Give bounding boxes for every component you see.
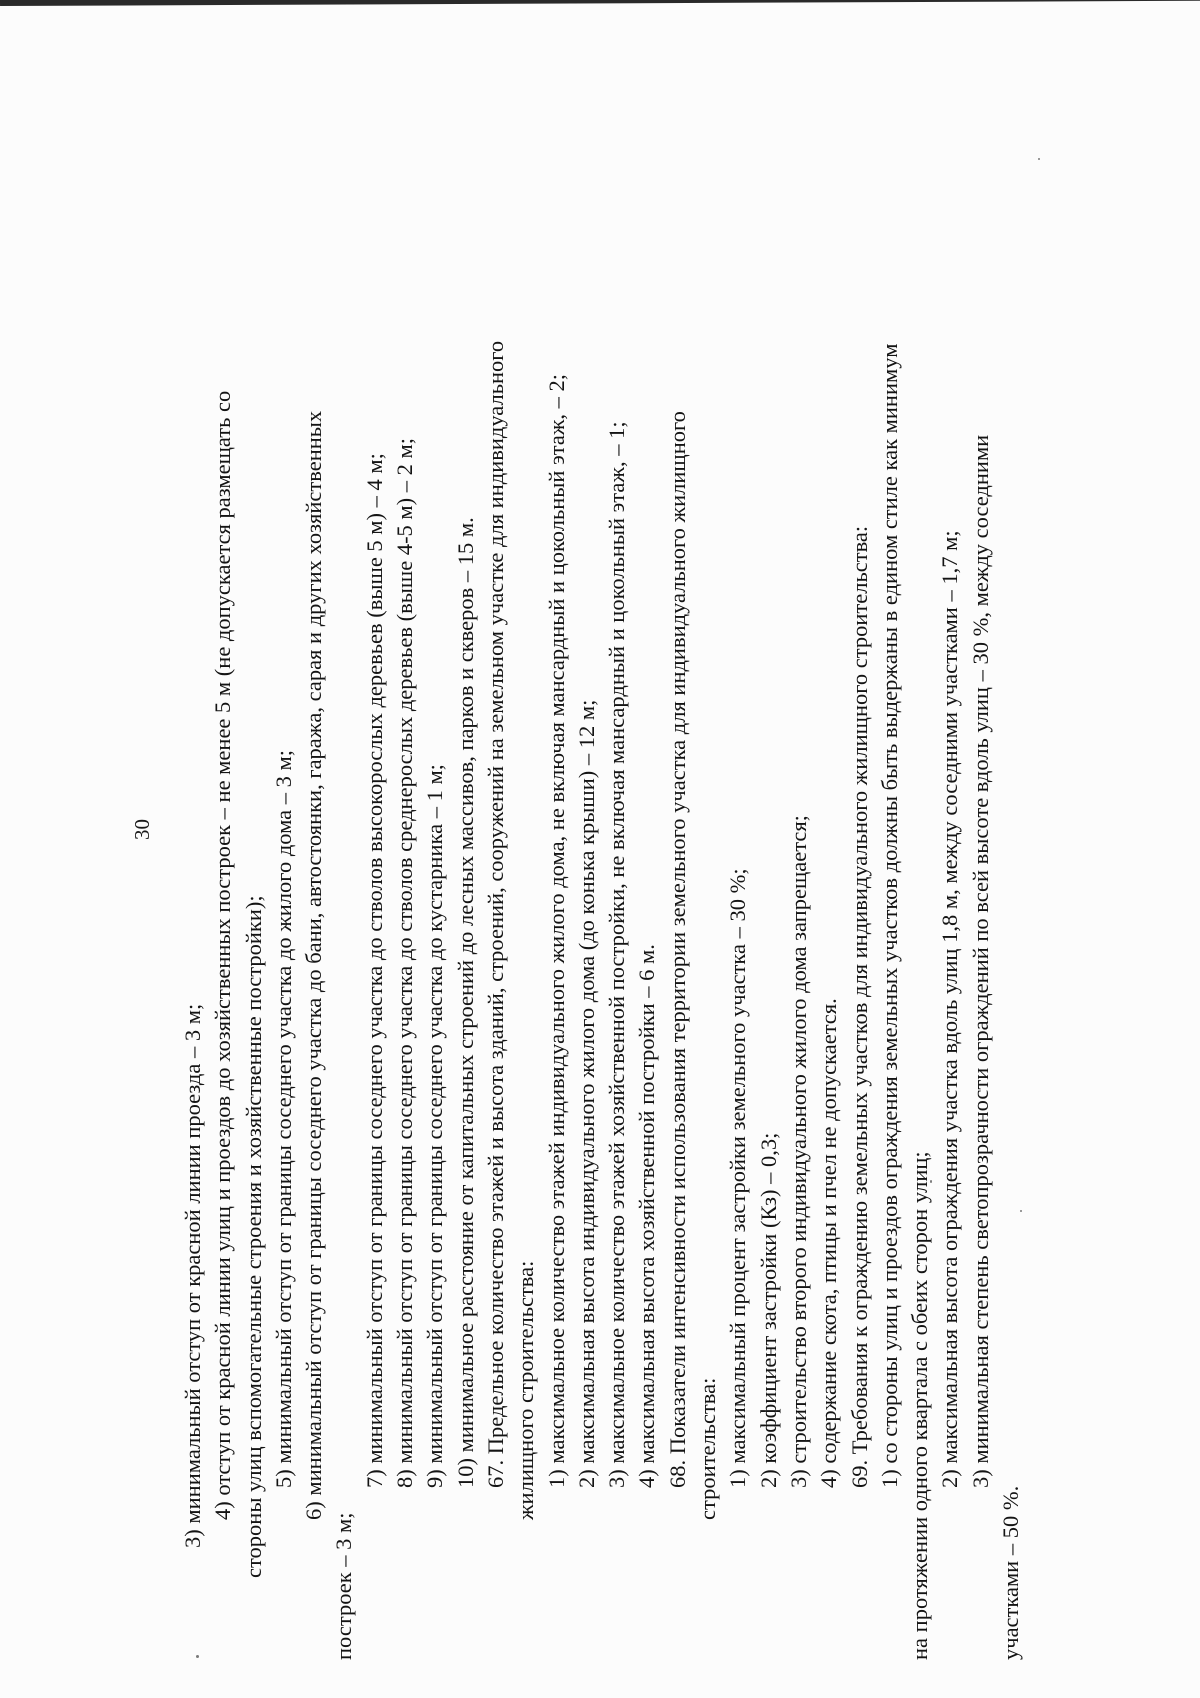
text-line: 1) максимальное количество этажей индивидуального жилого дома, не включая мансардный и цокольный этаж, – 2; [543, 374, 569, 1488]
text-line: построек – 3 м; [331, 1512, 357, 1660]
text-line: 6) минимальный отступ от границы соседнего участка до бани, автостоянки, гаража, сарая и других хозяйственных [301, 410, 327, 1520]
text-line: строительства: [695, 1377, 721, 1520]
text-line: 3) строительство второго индивидуального жилого дома запрещается; [785, 815, 811, 1488]
text-line: 2) максимальная высота ограждения участка вдоль улиц 1,8 м, между соседними участками – 1,7 м; [937, 530, 963, 1488]
text-line: 3) максимальное количество этажей хозяйственной постройки, не включая мансардный и цокольный этаж, – 1; [604, 421, 630, 1488]
text-line: 4) максимальная высота хозяйственной постройки – 6 м. [634, 944, 660, 1488]
text-line: 7) минимальный отступ от границы соседнего участка до стволов высокорослых деревьев (выше 5 м) – 4 м; [361, 453, 387, 1488]
text-line: 10) минимальное расстояние от капитальных строений до лесных массивов, парков и скверов – 15 м. [452, 517, 478, 1488]
text-line: участками – 50 %. [998, 1485, 1024, 1660]
text-line: 5) минимальный отступ от границы соседнего участка до жилого дома – 3 м; [270, 749, 296, 1488]
text-line: 4) отступ от красной линии улиц и проездов до хозяйственных построек – не менее 5 м (не допускается размещать со [210, 390, 236, 1520]
text-line: 1) максимальный процент застройки земельного участка – 30 %; [725, 868, 751, 1488]
text-line: 69. Требования к ограждению земельных участков для индивидуального жилищного строительства: [846, 525, 872, 1488]
text-line: 4) содержание скота, птицы и пчел не допускается. [816, 998, 842, 1488]
text-line: 3) минимальная степень светопрозрачности ограждений по всей высоте вдоль улиц – 30 %, между соседними [967, 434, 993, 1488]
text-line: 8) минимальный отступ от границы соседнего участка до стволов среднерослых деревьев (выше 4-5 м) – 2 м; [392, 437, 418, 1488]
text-line: 3) минимальный отступ от красной линии проезда – 3 м; [180, 1003, 205, 1548]
text-line: 2) максимальная высота индивидуального жилого дома (до конька крыши) – 12 м; [573, 699, 599, 1488]
text-line: 9) минимальный отступ от границы соседнего участка до кустарника – 1 м; [422, 764, 448, 1488]
text-line: 68. Показатели интенсивности использования территории земельного участка для индивидуального жилищного [664, 411, 690, 1488]
scan-edge [0, 0, 1200, 6]
text-line: 2) коэффициент застройки (Кз) – 0,3; [755, 1132, 781, 1488]
rotated-document [70, 40, 1070, 1660]
page-number: 30 [130, 819, 154, 840]
document-body [178, 200, 1026, 1660]
text-line: 67. Предельное количество этажей и высота зданий, строений, сооружений на земельном участке для индивидуального [482, 340, 508, 1488]
text-line: жилищного строительства: [513, 1260, 539, 1520]
text-line: на протяжении одного квартала с обеих сторон улиц; [907, 1151, 933, 1660]
text-line: стороны улиц вспомогательные строения и хозяйственные постройки); [240, 895, 266, 1578]
text-line: 1) со стороны улиц и проездов ограждения земельных участков должны быть выдержаны в едином стиле как минимум [876, 343, 902, 1488]
